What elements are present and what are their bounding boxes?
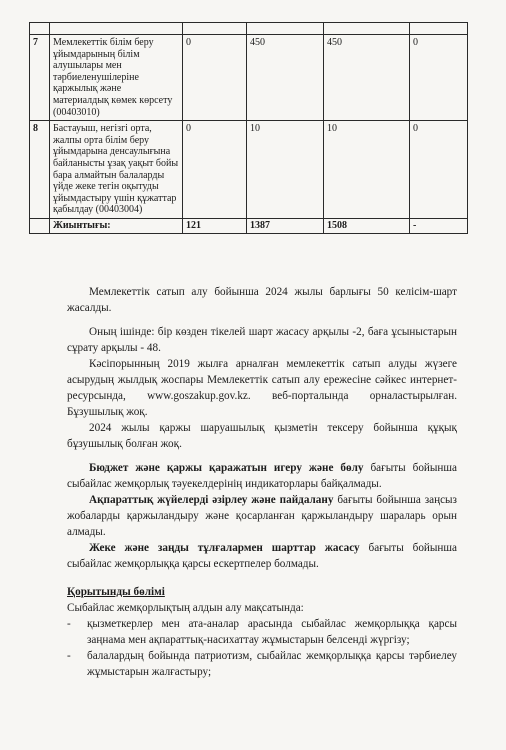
measures-list	[67, 616, 457, 680]
row-number: 7	[30, 35, 50, 121]
paragraph-info-systems-title: Ақпараттық жүйелерді әзірлеу және пайдалану	[89, 494, 334, 506]
paragraph-contracts-parties-title: Жеке және заңды тұлғалармен шарттар жасасу	[89, 542, 360, 554]
paragraph-info-systems	[67, 492, 457, 540]
row-value: 0	[183, 35, 247, 121]
paragraph-info-systems-text: бағыты бойынша заңсыз жобаларды қаржыландыру және қосарланған қаржыландыру шараларь орын алмады.	[67, 494, 457, 538]
row-value: 0	[410, 121, 468, 219]
total-value: 121	[183, 218, 247, 233]
table-row-continuation	[30, 23, 468, 35]
total-value: 1387	[247, 218, 324, 233]
paragraph-budget-title: Бюджет және қаржы қаражатын игеру және бөлу	[89, 462, 364, 474]
paragraph-prevention: Сыбайлас жемқорлықтың алдын алу мақсатында:	[67, 602, 304, 614]
table-total-row	[30, 218, 468, 233]
row-value: 10	[247, 121, 324, 219]
section-heading: Қорытынды бөлімі	[67, 586, 165, 598]
row-number: 8	[30, 121, 50, 219]
paragraph-contracts-parties	[67, 540, 457, 572]
paragraph-audit: 2024 жылы қаржы шаруашылық қызметін тексеру бойынша құқық бұзушылық болған жоқ.	[67, 422, 457, 450]
list-item-text: балалардың бойында патриотизм, сыбайлас жемқорлыққа қарсы тәрбиелеу жұмыстарын жалғастыру;	[87, 650, 457, 678]
row-value: 450	[324, 35, 410, 121]
row-value: 0	[183, 121, 247, 219]
paragraph-contracts: Мемлекеттік сатып алу бойынша 2024 жылы барлығы 50 келісім-шарт жасалды.	[67, 286, 457, 314]
list-item	[67, 648, 457, 680]
dash-bullet-icon: -	[67, 618, 71, 630]
row-value: 450	[247, 35, 324, 121]
row-value: 0	[410, 35, 468, 121]
table-row	[30, 121, 468, 219]
row-name: Бастауыш, негізгі орта, жалпы орта білім беру ұйымдарына денсаулығына байланысты ұзақ уақыт бойы бара алмайтын балаларды үйде жеке тегін оқытуды ұйымдастыру үшін құжаттар қабылдау (00403004)	[50, 121, 183, 219]
list-item	[67, 616, 457, 648]
paragraph-contract-methods: Оның ішінде: бір көзден тікелей шарт жасасу арқылы -2, баға ұсыныстарын сұрату арқылы - 48.	[67, 326, 457, 354]
paragraph-budget	[67, 460, 457, 492]
total-label: Жиынтығы:	[50, 218, 183, 233]
table-row	[30, 35, 468, 121]
paragraph-contracts-parties-text: бағыты бойынша сыбайлас жемқорлыққа қарсы ескертпелер болмады.	[67, 542, 457, 570]
procurement-table	[29, 22, 468, 234]
total-value: 1508	[324, 218, 410, 233]
list-item-text: қызметкерлер мен ата-аналар арасында сыбайлас жемқорлыққа қарсы заңнама мен ақпараттық-насихаттау жұмыстарын белсенді жүргізу;	[87, 618, 457, 646]
row-value: 10	[324, 121, 410, 219]
dash-bullet-icon: -	[67, 650, 71, 662]
total-value: -	[410, 218, 468, 233]
row-name: Мемлекеттік білім беру ұйымдарының білім алушылары мен тәрбиеленушілеріне қаржылық және материалдық көмек көрсету (00403010)	[50, 35, 183, 121]
paragraph-budget-text: бағыты бойынша сыбайлас жемқорлық тәуекелдерінің индикаторлары байқалмады.	[67, 462, 458, 490]
paragraph-annual-plan: Кәсіпорынның 2019 жылға арналған мемлекеттік сатып алуды жүзеге асырудың жылдық жоспары Мемлекеттік сатып алу ережесіне сәйкес интернет-ресурсында, www.goszakup.gov.kz. веб-порталында орналастырылған. Бұзушылық жоқ.	[67, 358, 457, 418]
body-text	[67, 284, 457, 680]
